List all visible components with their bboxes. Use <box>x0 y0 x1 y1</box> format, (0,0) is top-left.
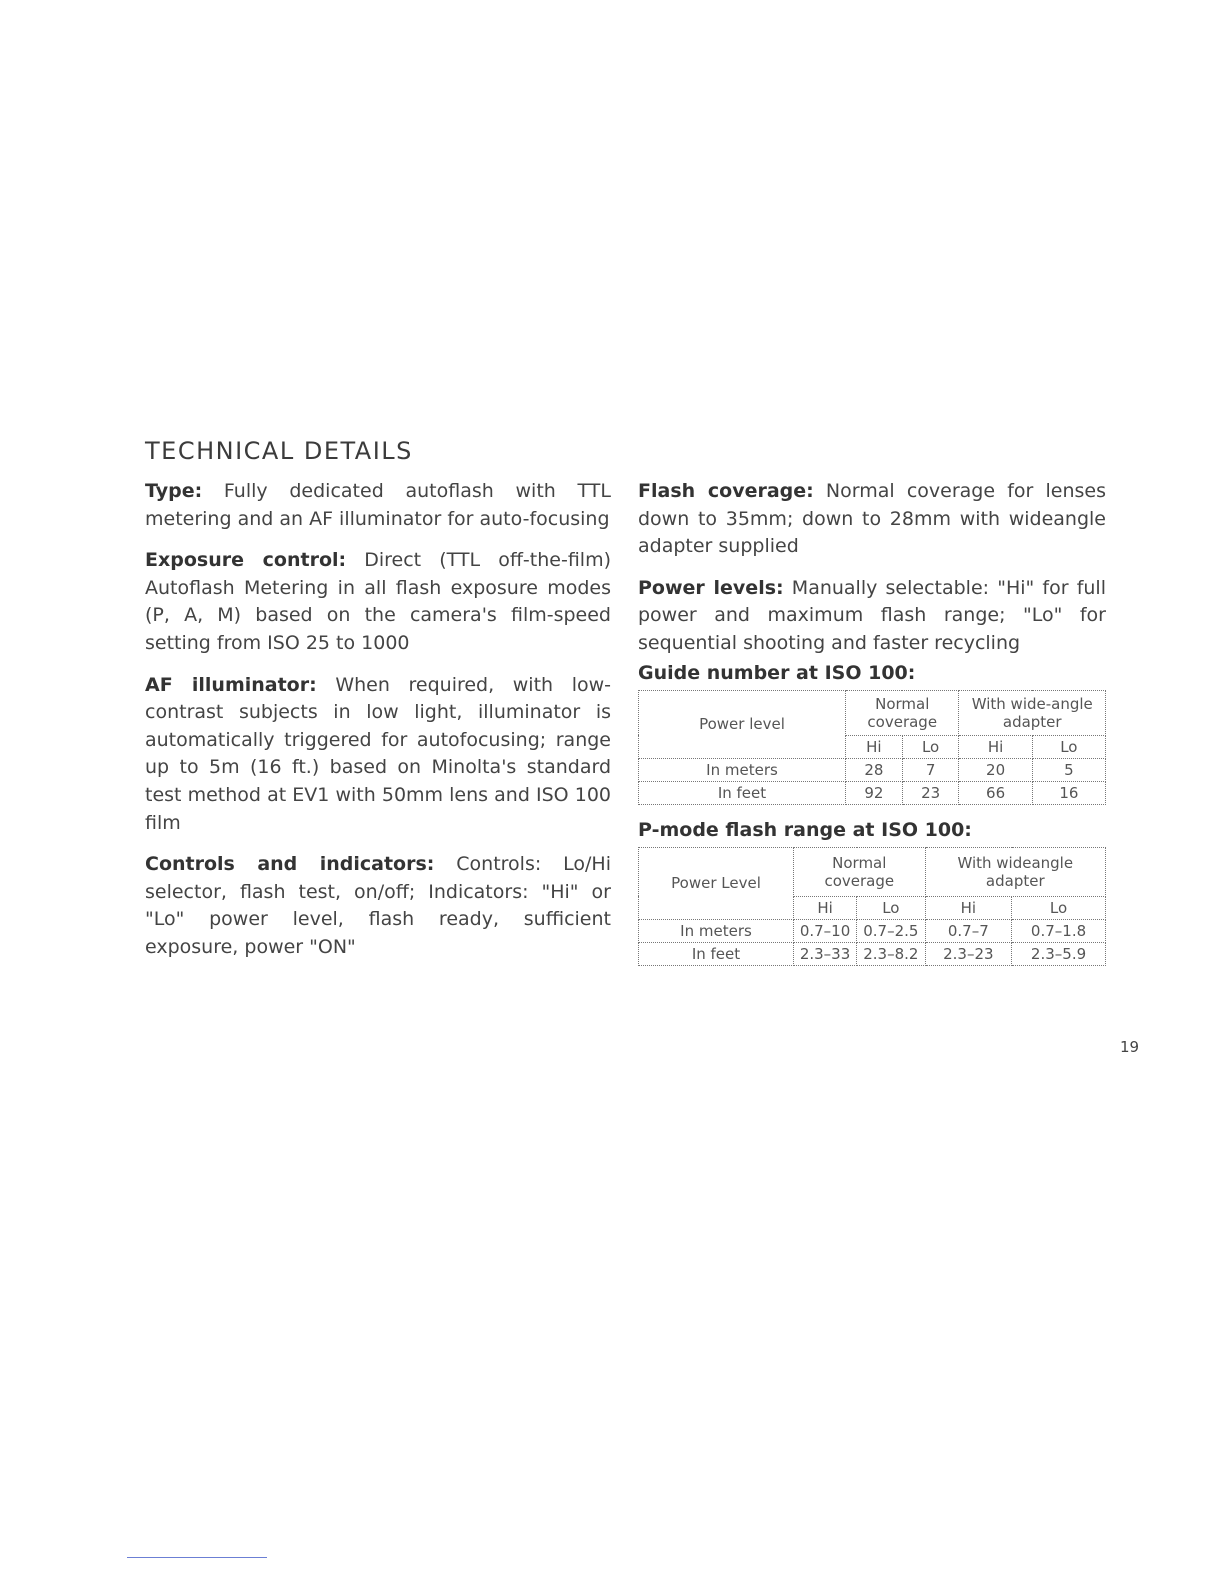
power-text: Manually selectable: "Hi" for full power and maximum flash range; "Lo" for sequential shooting and faster recycling <box>638 576 1106 654</box>
coverage-text: Normal coverage for lenses down to 35mm; down to 28mm with wideangle adapter supplied <box>638 480 1106 558</box>
pmode-hi-wide: Hi <box>925 896 1012 919</box>
af-label: AF illuminator: <box>145 673 317 696</box>
guide-number-title: Guide number at ISO 100: <box>638 661 916 684</box>
table-cell: 2.3–23 <box>925 942 1012 965</box>
exposure-text: Direct (TTL off-the-film) Autoflash Metering in all flash exposure modes (P, A, M) based on the camera's film-speed setting from ISO 25 to 1000 <box>145 549 611 654</box>
type-text: Fully dedicated autoflash with TTL metering and an AF illuminator for auto-focusing <box>145 480 612 530</box>
table-cell: 23 <box>902 781 959 804</box>
row-label: In feet <box>639 942 794 965</box>
guide-lo-normal: Lo <box>902 735 959 758</box>
coverage-label: Flash coverage: <box>638 480 814 502</box>
type-paragraph <box>145 478 611 533</box>
row-label: In meters <box>639 919 794 942</box>
page-number: 19 <box>1120 1038 1140 1056</box>
controls-paragraph <box>145 851 611 961</box>
exposure-paragraph <box>145 547 611 657</box>
table-cell: 66 <box>959 781 1032 804</box>
guide-row-header: Power level <box>639 690 846 758</box>
table-cell: 16 <box>1032 781 1105 804</box>
table-cell: 0.7–1.8 <box>1012 919 1106 942</box>
table-cell: 0.7–2.5 <box>857 919 925 942</box>
type-label: Type: <box>145 480 203 502</box>
controls-label: Controls and indicators: <box>145 853 435 876</box>
controls-text: Controls: Lo/Hi selector, flash test, on/off; Indicators: "Hi" or "Lo" power level, flash ready, sufficient exposure, power "ON" <box>145 853 611 958</box>
table-row <box>639 919 1106 942</box>
table-cell: 7 <box>902 758 959 781</box>
row-label: In feet <box>639 781 846 804</box>
pmode-group-normal: Normal coverage <box>794 847 926 896</box>
table-row <box>639 781 1106 804</box>
power-paragraph <box>638 575 1106 658</box>
exposure-label: Exposure control: <box>145 549 347 572</box>
row-label: In meters <box>639 758 846 781</box>
guide-lo-wide: Lo <box>1032 735 1105 758</box>
pmode-lo-normal: Lo <box>857 896 925 919</box>
page-title: TECHNICAL DETAILS <box>145 437 413 465</box>
coverage-paragraph <box>638 478 1106 561</box>
af-text: When required, with low-contrast subjects in low light, illuminator is automatically triggered for autofocusing; range up to 5m (16 ft.) based on Minolta's standard test method at EV1 with 50mm lens and ISO 100 film <box>145 673 611 834</box>
guide-hi-wide: Hi <box>959 735 1032 758</box>
pmode-title: P-mode flash range at ISO 100: <box>638 818 972 841</box>
table-cell: 0.7–7 <box>925 919 1012 942</box>
pmode-group-wide: With wideangle adapter <box>925 847 1105 896</box>
pmode-row-header: Power Level <box>639 847 794 919</box>
af-paragraph <box>145 672 611 838</box>
power-label: Power levels: <box>638 576 784 599</box>
table-cell: 0.7–10 <box>794 919 857 942</box>
pmode-lo-wide: Lo <box>1012 896 1106 919</box>
guide-number-table <box>638 690 1106 805</box>
footer-rule <box>127 1557 267 1558</box>
table-cell: 2.3–33 <box>794 942 857 965</box>
pmode-range-table <box>638 847 1106 966</box>
table-row <box>639 758 1106 781</box>
table-cell: 5 <box>1032 758 1105 781</box>
table-cell: 2.3–5.9 <box>1012 942 1106 965</box>
pmode-hi-normal: Hi <box>794 896 857 919</box>
guide-group-normal: Normal coverage <box>846 690 959 735</box>
table-cell: 2.3–8.2 <box>857 942 925 965</box>
guide-hi-normal: Hi <box>846 735 903 758</box>
table-cell: 92 <box>846 781 903 804</box>
guide-group-wide: With wide-angle adapter <box>959 690 1106 735</box>
right-column <box>638 478 1106 966</box>
table-cell: 28 <box>846 758 903 781</box>
table-cell: 20 <box>959 758 1032 781</box>
table-row <box>639 942 1106 965</box>
left-column <box>145 478 611 976</box>
